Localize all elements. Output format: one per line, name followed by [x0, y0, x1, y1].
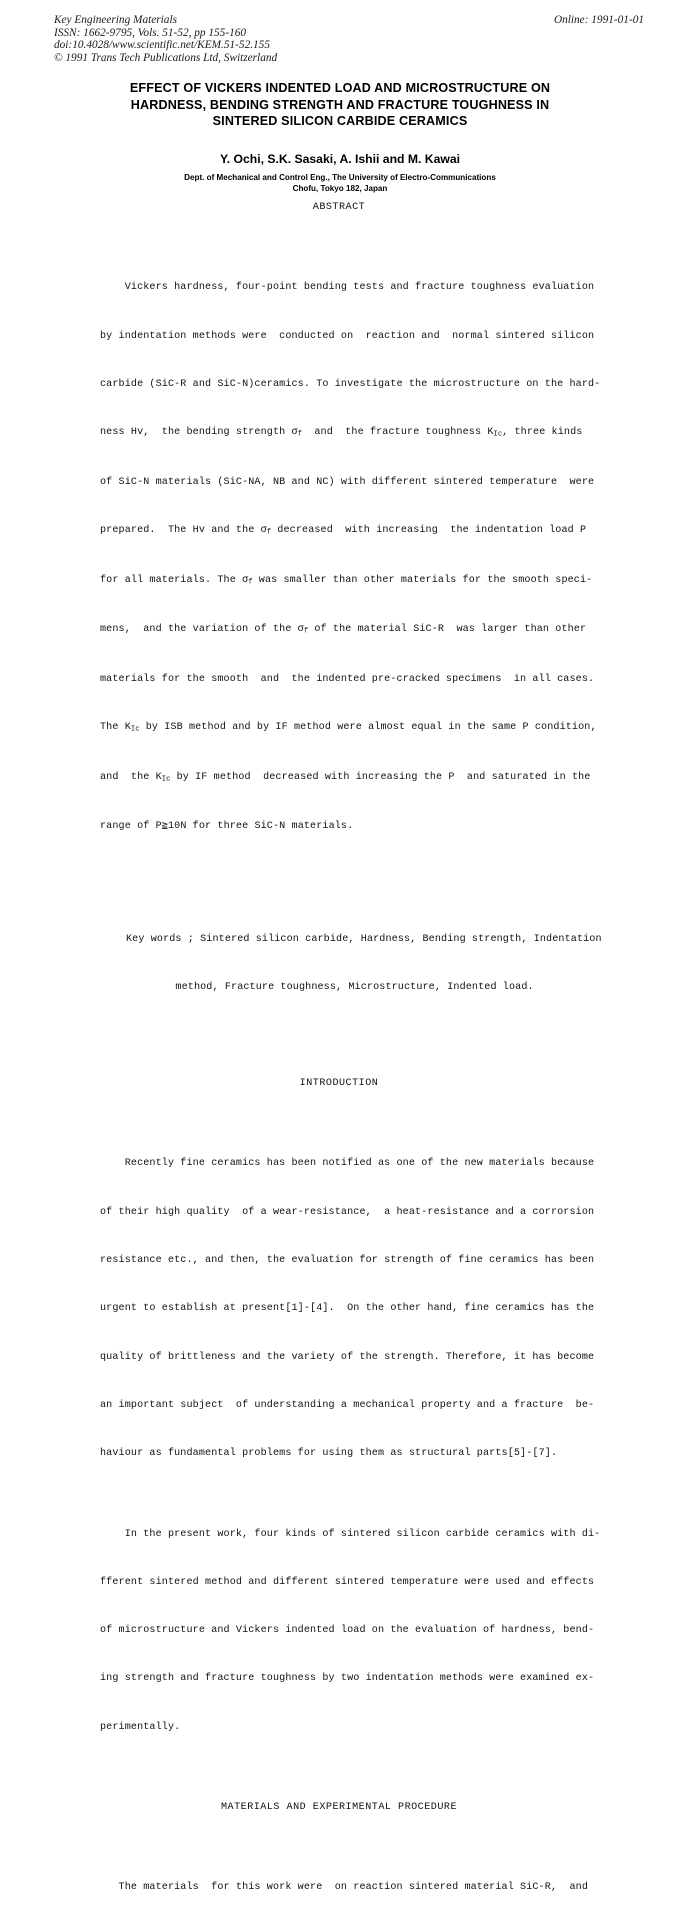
body-line: In the present work, four kinds of sintered silicon carbide ceramics with di- [100, 1528, 601, 1540]
abstract-paragraph [100, 248, 601, 867]
online-date: Online: 1991-01-01 [553, 14, 644, 26]
abstract-line: ness Hv, the bending strength $\sigma_f$ and the fracture toughness $K_{Ic}$, three kinds [100, 427, 583, 439]
body-line: resistance etc., and then, the evaluation for strength of fine ceramics has been [100, 1254, 595, 1266]
title-line-2: HARDNESS, BENDING STRENGTH AND FRACTURE TOUGHNESS IN [130, 97, 550, 112]
body-line: haviour as fundamental problems for using them as structural parts[5]-[7]. [100, 1448, 558, 1460]
body-line: of their high quality of a wear-resistance, a heat-resistance and a corrorsion [100, 1206, 595, 1218]
materials-heading: MATERIALS AND EXPERIMENTAL PROCEDURE [220, 1801, 458, 1813]
body-line: an important subject of understanding a mechanical property and a fracture be- [100, 1399, 595, 1411]
abstract-line: mens, and the variation of the $\sigma_f$ of the material SiC-R was larger than other [100, 624, 587, 636]
affiliation-block [84, 172, 596, 194]
body-line: fferent sintered method and different sintered temperature were used and effects [100, 1576, 595, 1588]
spacer-after-introduction-heading [100, 1092, 578, 1124]
abstract-line: Vickers hardness, four-point bending tests and fracture toughness evaluation [100, 282, 595, 294]
abstract-line: prepared. The Hv and the $\sigma_f$ decreased with increasing the indentation load P [100, 524, 587, 537]
body-line: urgent to establish at present[1]-[4]. On the other hand, fine ceramics has the [100, 1303, 595, 1315]
abstract-line: carbide (SiC-R and SiC-N)ceramics. To investigate the microstructure on the hard- [100, 378, 601, 390]
abstract-line: of SiC-N materials (SiC-NA, NB and NC) with different sintered temperature were [100, 476, 595, 488]
spacer-after-materials-heading [100, 1816, 578, 1848]
abstract-line: The $K_{Ic}$ by ISB method and by IF method were almost equal in the same P condition, [100, 721, 597, 734]
publisher-metadata-block [54, 14, 277, 64]
title-line-3: SINTERED SILICON CARBIDE CERAMICS [212, 114, 468, 129]
document-body [100, 200, 602, 1929]
body-line: The materials for this work were on reaction sintered material SiC-R, and [100, 1882, 589, 1894]
spacer-before-introduction [100, 1028, 578, 1076]
body-line: perimentally. [100, 1721, 181, 1733]
spacer-before-materials [100, 1768, 578, 1800]
spacer-before-keywords [100, 867, 578, 899]
affiliation-line-1: Dept. of Mechanical and Control Eng., The University of Electro-Communications [184, 172, 496, 182]
copyright-line: © 1991 Trans Tech Publications Ltd, Switzerland [54, 51, 278, 64]
author-list: Y. Ochi, S.K. Sasaki, A. Ishii and M. Kawai [220, 151, 460, 166]
keywords-line-1: Key words ; Sintered silicon carbide, Hardness, Bending strength, Indentation [126, 933, 602, 945]
keywords-block [100, 899, 602, 1028]
abstract-line: by indentation methods were conducted on reaction and normal sintered silicon [100, 330, 595, 342]
body-line: Recently fine ceramics has been notified as one of the new materials because [100, 1158, 595, 1170]
introduction-heading: INTRODUCTION [299, 1078, 379, 1090]
abstract-line: for all materials. The $\sigma_f$ was smaller than other materials for the smooth speci- [100, 574, 593, 586]
title-line-1: EFFECT OF VICKERS INDENTED LOAD AND MICROSTRUCTURE ON [129, 81, 551, 95]
abstract-line: range of P≧10N for three SiC-N materials. [100, 821, 354, 833]
issn-volume-pages: ISSN: 1662-9795, Vols. 51-52, pp 155-160 [54, 26, 247, 39]
introduction-paragraph-1 [100, 1124, 595, 1494]
abstract-line: and the $K_{Ic}$ by IF method decreased with increasing the P and saturated in the [100, 771, 591, 783]
title-block [84, 80, 596, 194]
doi-line: doi:10.4028/www.scientific.net/KEM.51-52.155 [54, 39, 270, 52]
body-line: of microstructure and Vickers indented load on the evaluation of hardness, bend- [100, 1625, 595, 1637]
introduction-paragraph-2 [100, 1494, 601, 1768]
abstract-line: materials for the smooth and the indented pre-cracked specimens in all cases. [100, 673, 595, 685]
spacer-after-abstract-heading [100, 216, 578, 248]
body-line: ing strength and fracture toughness by two indentation methods were examined ex- [100, 1673, 595, 1685]
affiliation-line-2: Chofu, Tokyo 182, Japan [292, 183, 388, 193]
body-line: quality of brittleness and the variety of the strength. Therefore, it has become [100, 1351, 595, 1363]
publisher-header [54, 14, 650, 64]
keywords-line-2: method, Fracture toughness, Microstructure, Indented load. [126, 981, 534, 993]
materials-paragraph-1 [100, 1848, 589, 1928]
abstract-heading: ABSTRACT [312, 202, 366, 213]
page-title [84, 80, 596, 130]
journal-name: Key Engineering Materials [54, 14, 177, 26]
